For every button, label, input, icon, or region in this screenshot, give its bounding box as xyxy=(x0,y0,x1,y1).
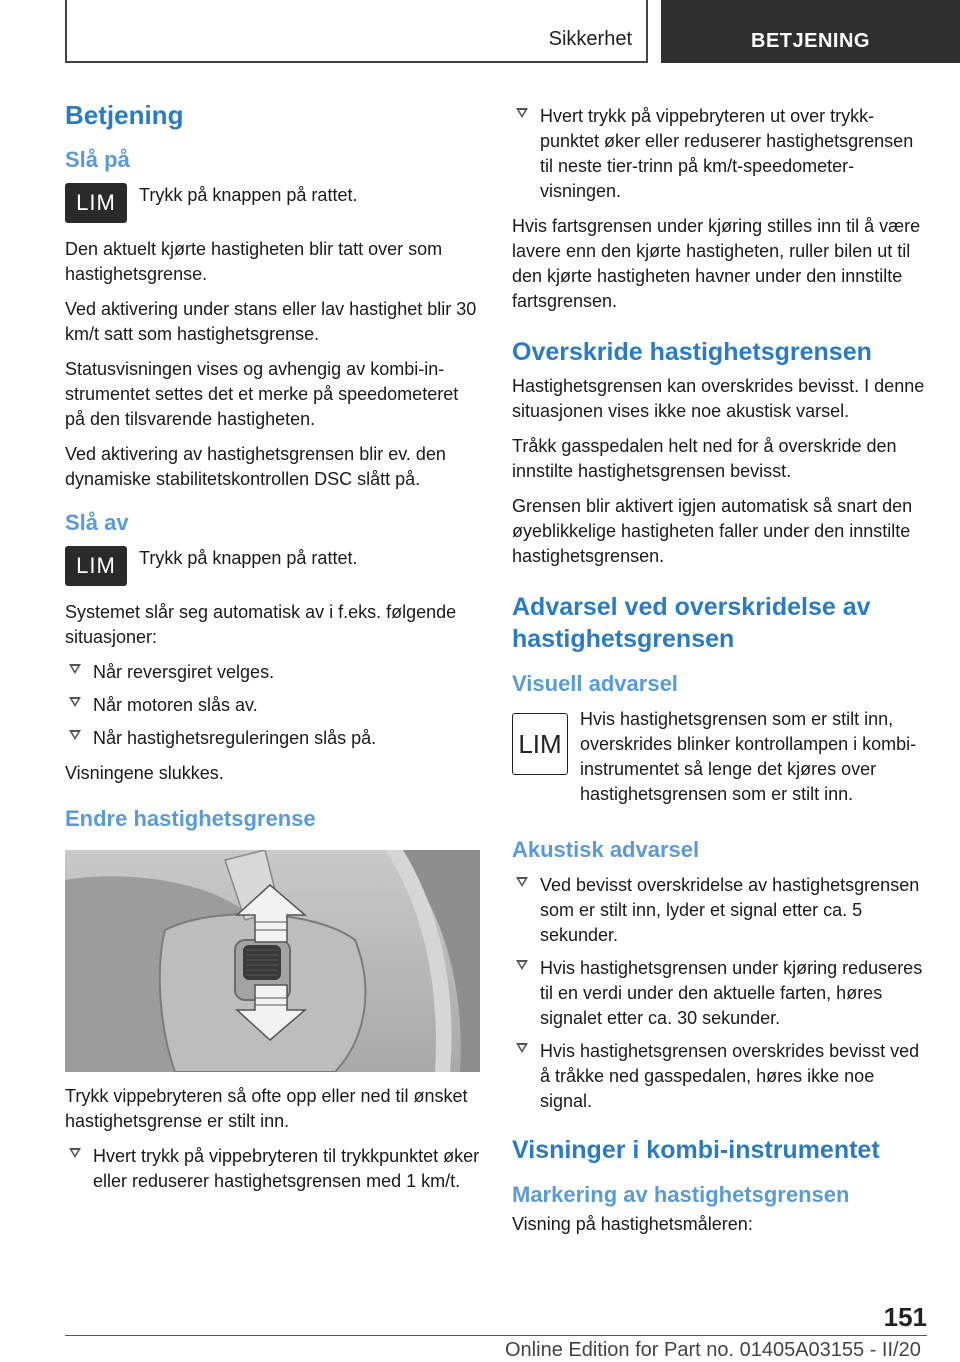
sla-av-instruction xyxy=(65,546,480,586)
bullet-list-change-continued xyxy=(512,104,927,204)
heading-sla-pa: Slå på xyxy=(65,147,130,172)
footer-edition: Online Edition for Part no. 01405A03155 - II/20 xyxy=(505,1339,921,1361)
paragraph: Trykk vippebryteren så ofte opp eller ned til ønsket hastighetsgrense er stilt inn. xyxy=(65,1086,468,1131)
triangle-bullet-icon xyxy=(69,1148,81,1158)
paragraph: Statusvisningen vises og avhengig av kombi-instrumentet settes det et merke på speedometeret på den tilsvarende hastigheten. xyxy=(65,359,459,429)
triangle-bullet-icon xyxy=(516,960,528,970)
triangle-bullet-icon xyxy=(516,1043,528,1053)
steering-wheel-rocker-switch-image xyxy=(65,850,480,1072)
triangle-bullet-icon xyxy=(69,730,81,740)
left-column xyxy=(65,100,480,1204)
list-item: Når hastighetsreguleringen slås på. xyxy=(65,726,480,751)
triangle-bullet-icon xyxy=(516,877,528,887)
triangle-bullet-icon xyxy=(69,697,81,707)
bullet-list-off xyxy=(65,660,480,751)
lim-indicator-icon: LIM xyxy=(512,713,568,775)
heading-sla-av: Slå av xyxy=(65,510,129,535)
header-chapter-tab xyxy=(661,0,960,63)
paragraph: Hvis fartsgrensen under kjøring stilles inn til å være lavere enn den kjørte hastigheten, ruller bilen ut til den kjørte hastigheten havner under den innstilte fartsgrensen. xyxy=(512,216,921,311)
steering-wheel-illustration xyxy=(65,850,480,1072)
paragraph: Tråkk gasspedalen helt ned for å overskride den innstilte hastighetsgrensen bevisst. xyxy=(512,436,897,481)
lim-button-icon: LIM xyxy=(65,546,127,586)
right-column xyxy=(512,100,927,1247)
paragraph: Systemet slår seg automatisk av i f.eks. følgende situasjoner: xyxy=(65,602,457,647)
page-number: 151 xyxy=(883,1302,927,1332)
heading-overskride: Overskride hastighetsgrensen xyxy=(512,338,872,366)
paragraph: Ved aktivering under stans eller lav hastighet blir 30 km/t satt som hastighetsgrense. xyxy=(65,299,477,344)
list-item: Når reversgiret velges. xyxy=(65,660,480,685)
paragraph: Grensen blir aktivert igjen automatisk så snart den øyeblikkelige hastigheten faller under den innstilte hastighetsgrensen. xyxy=(512,496,913,566)
heading-visninger: Visninger i kombi-instrumentet xyxy=(512,1136,880,1164)
bullet-list-change xyxy=(65,1144,480,1194)
header-chapter-title: BETJENING xyxy=(751,30,870,52)
heading-visuell: Visuell advarsel xyxy=(512,671,678,696)
list-item: Hvis hastighetsgrensen overskrides bevisst ved å tråkke ned gasspedalen, høres ikke noe signal. xyxy=(512,1039,927,1114)
header-section-title: Sikkerhet xyxy=(548,28,632,50)
paragraph: Hastighetsgrensen kan overskrides bevisst. I denne situasjonen vises ikke noe akustisk varsel. xyxy=(512,376,925,421)
paragraph: Den aktuelt kjørte hastigheten blir tatt over som hastighetsgrense. xyxy=(65,239,443,284)
sla-pa-instruction xyxy=(65,183,480,223)
list-item: Når motoren slås av. xyxy=(65,693,480,718)
header-section-tab xyxy=(65,0,648,63)
paragraph: Ved aktivering av hastighetsgrensen blir ev. den dynamiske stabilitetskontrollen DSC slått på. xyxy=(65,444,446,489)
heading-akustisk: Akustisk advarsel xyxy=(512,837,700,862)
sla-av-icon-text: Trykk på knappen på rattet. xyxy=(139,548,358,568)
visuell-warning xyxy=(512,707,927,807)
bullet-list-akustisk xyxy=(512,873,927,1114)
heading-endre: Endre hastighetsgrense xyxy=(65,806,316,831)
triangle-bullet-icon xyxy=(516,108,528,118)
footer-rule xyxy=(65,1335,927,1336)
lim-button-icon: LIM xyxy=(65,183,127,223)
heading-markering: Markering av hastighetsgrensen xyxy=(512,1182,850,1207)
sla-pa-icon-text: Trykk på knappen på rattet. xyxy=(139,185,358,205)
list-item: Hvert trykk på vippebryteren ut over trykkpunktet øker eller reduserer hastighetsgrensen til neste tier-trinn på km/t-speedometervisningen. xyxy=(512,104,927,204)
heading-betjening: Betjening xyxy=(65,100,184,130)
list-item: Hvis hastighetsgrensen under kjøring reduseres til en verdi under den aktuelle farten, høres signalet etter ca. 30 sekunder. xyxy=(512,956,927,1031)
triangle-bullet-icon xyxy=(69,664,81,674)
list-item: Hvert trykk på vippebryteren til trykkpunktet øker eller reduserer hastighetsgrensen med 1 km/t. xyxy=(65,1144,480,1194)
paragraph: Visning på hastighetsmåleren: xyxy=(512,1214,753,1234)
visuell-text: Hvis hastighetsgrensen som er stilt inn, overskrides blinker kontrollampen i kombi-instrumentet så lenge det kjøres over hastighetsgrensen som er stilt inn. xyxy=(580,709,917,804)
list-item: Ved bevisst overskridelse av hastighetsgrensen som er stilt inn, lyder et signal etter ca. 5 sekunder. xyxy=(512,873,927,948)
paragraph: Visningene slukkes. xyxy=(65,763,224,783)
heading-advarsel: Advarsel ved overskridelse av hastighetsgrensen xyxy=(512,593,871,653)
